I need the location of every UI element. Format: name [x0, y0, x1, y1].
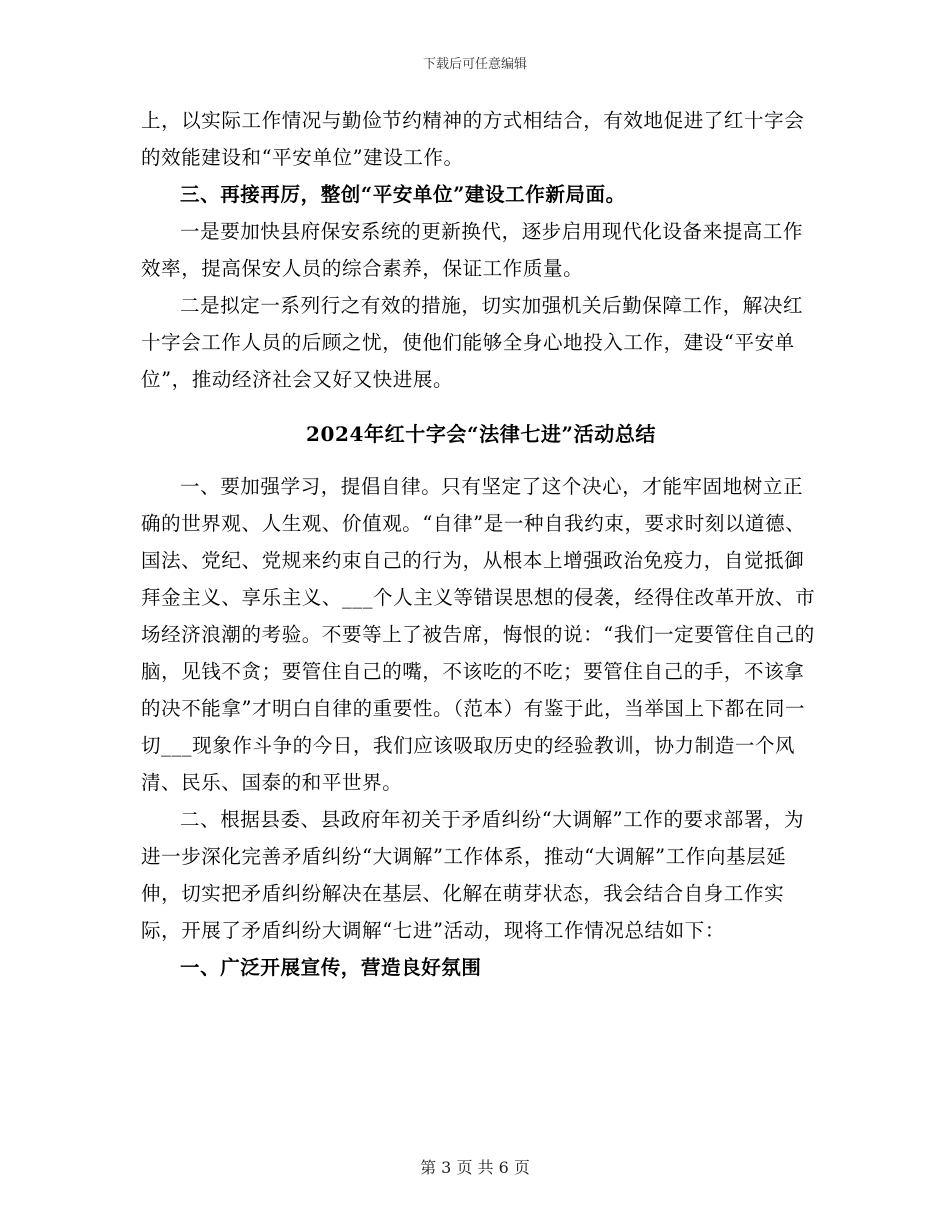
paragraph-second-measure: 二是拟定一系列行之有效的措施，切实加强机关后勤保障工作，解决红十字会工作人员的后顾之忧，使他们能够全身心地投入工作，建设“平安单位”，推动经济社会又好又快进展。 [141, 294, 804, 391]
document-body [141, 102, 821, 986]
paragraph-continuation: 上，以实际工作情况与勤俭节约精神的方式相结合，有效地促进了红十字会的效能建设和“平安单位”建设工作。 [141, 109, 805, 169]
paragraph-first-measure: 一是要加快县府保安系统的更新换代，逐步启用现代化设备来提高工作效率，提高保安人员的综合素养，保证工作质量。 [141, 220, 804, 280]
paragraph-mediation: 二、根据县委、县政府年初关于矛盾纠纷“大调解”工作的要求部署，为进一步深化完善矛盾纠纷“大调解”工作体系，推动“大调解”工作向基层延伸，切实把矛盾纠纷解决在基层、化解在萌芽状态，我会结合自身工作实际，开展了矛盾纠纷大调解“七进”活动，现将工作情况总结如下： [141, 808, 805, 942]
document-title: 2024年红十字会“法律七进”活动总结 [305, 422, 657, 446]
page-number: 第 3 页 共 6 页 [420, 1158, 530, 1177]
header-note: 下载后可任意编辑 [422, 57, 527, 72]
paragraph-self-discipline: 一、要加强学习，提倡自律。只有坚定了这个决心，才能牢固地树立正确的世界观、人生观、价值观。“自律”是一种自我约束，要求时刻以道德、国法、党纪、党规来约束自己的行为，从根本上增强政治免疫力，自觉抵御拜金主义、享乐主义、___个人主义等错误思想的侵袭，经得住改革开放、市场经济浪潮的考验。不要等上了被告席，悔恨的说：“我们一定要管住自己的脑，见钱不贪；要管住自己的嘴，不该吃的不吃；要管住自己的手，不该拿的决不能拿”才明白自律的重要性。（范本）有鉴于此，当举国上下都在同一切___现象作斗争的今日，我们应该吸取历史的经验教训，协力制造一个风清、民乐、国泰的和平世界。 [141, 475, 816, 794]
section-heading-3: 三、再接再厉，整创“平安单位”建设工作新局面。 [180, 183, 626, 206]
section-heading-1: 一、广泛开展宣传，营造良好氛围 [180, 956, 482, 979]
